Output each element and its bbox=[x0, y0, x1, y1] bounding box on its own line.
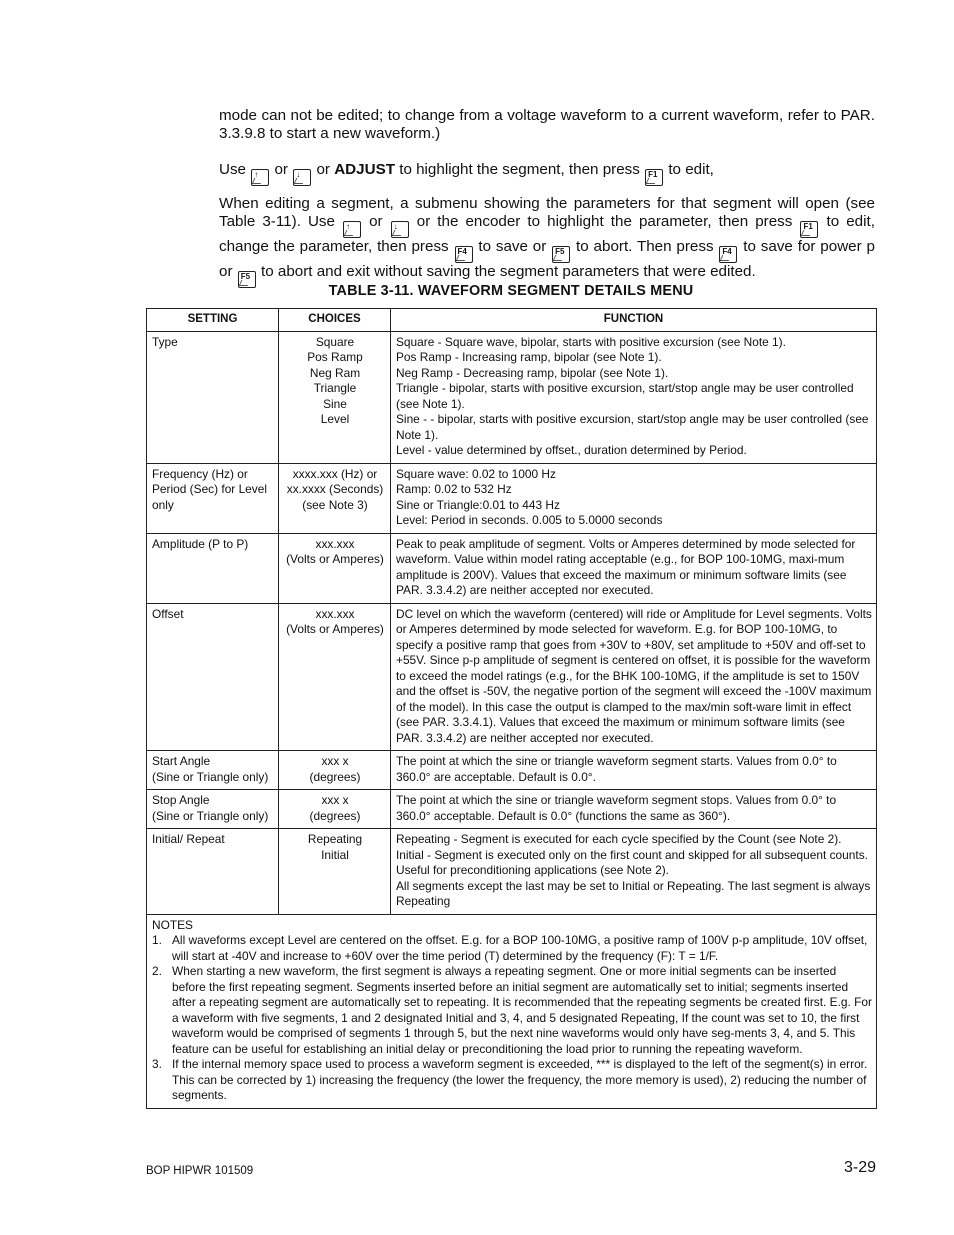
setting-line: Frequency (Hz) or Period (Sec) for Level only bbox=[152, 466, 267, 512]
notes-row bbox=[147, 914, 877, 1108]
text-or: or bbox=[316, 161, 330, 178]
table-row bbox=[147, 751, 877, 790]
p3-text-3: or the encoder to highlight the parameter, then press bbox=[416, 213, 793, 231]
table-row bbox=[147, 603, 877, 751]
text-highlight: to highlight the segment, then press bbox=[399, 161, 640, 178]
setting-line: Initial/ Repeat bbox=[152, 832, 225, 846]
p3-text-4: to edit, change the parameter, then press bbox=[219, 213, 875, 256]
table-row bbox=[147, 331, 877, 463]
f4-key-icon: F4 bbox=[455, 246, 473, 263]
table-row bbox=[147, 463, 877, 533]
table-caption: TABLE 3-11. WAVEFORM SEGMENT DETAILS MENU bbox=[328, 283, 694, 299]
setting-cell bbox=[147, 790, 279, 829]
up-arrow-key-icon: ↑ bbox=[251, 169, 269, 186]
p3-text-1: When editing a segment, a submenu showing the parameters for that segment will open (see Table 3-11). Use bbox=[219, 195, 875, 231]
note-text: If the internal memory space used to process a waveform segment is exceeded, *** is displayed to the left of the segment(s) in error. This can be corrected by 1) increasing the frequency (the lower the frequency, the more memory is used), 2) reducing the number of segments. bbox=[172, 1057, 868, 1102]
choices-cell bbox=[279, 829, 391, 915]
setting-line: (Sine or Triangle only) bbox=[152, 769, 269, 784]
f5-key-icon: F5 bbox=[238, 271, 256, 288]
choices-line: Level bbox=[320, 412, 350, 426]
choices-line: (Volts or Amperes) bbox=[286, 622, 384, 636]
f1-key-icon: F1 bbox=[800, 221, 818, 238]
note-number: 1. bbox=[152, 933, 162, 947]
down-arrow-key-icon: ↓ bbox=[293, 169, 311, 186]
setting-line: Offset bbox=[152, 606, 184, 621]
function-cell bbox=[391, 463, 877, 533]
setting-line: Stop Angle bbox=[152, 793, 210, 807]
function-line: Neg Ramp - Decreasing ramp, bipolar (see Note 1). bbox=[396, 365, 669, 380]
setting-cell bbox=[147, 463, 279, 533]
function-cell bbox=[391, 829, 877, 915]
note-text: All waveforms except Level are centered on the offset. E.g. for a BOP 100-10MG, a positive ramp of 100V p-p amplitude, 10V offset, will start at -40V and increase to +60V over the time period (T) determined by the frequency (F): T = 1/F. bbox=[172, 933, 868, 963]
text-use: Use bbox=[219, 161, 247, 178]
function-line: Level: Period in seconds. 0.005 to 5.0000 seconds bbox=[396, 513, 663, 527]
table-body bbox=[147, 331, 877, 914]
function-line: Initial - Segment is executed only on the first count and skipped for all subsequent counts. Useful for preconditioning applications (see Note 2). bbox=[396, 847, 868, 877]
choices-line: xxxx.xxx (Hz) or bbox=[292, 466, 378, 481]
choices-line: xx.xxxx (Seconds) bbox=[286, 482, 384, 496]
choices-line: xxx x bbox=[321, 754, 349, 768]
intro-paragraph-2 bbox=[219, 161, 875, 186]
p3-text-7: to save for power p or bbox=[219, 238, 875, 281]
function-line: Peak to peak amplitude of segment. Volts or Amperes determined by mode selected for waveform. Value within model rating acceptable (e.g., for BOP 100-10MG, maxi-mum amplitude is 200V). Values that exceed the maximum or minimum software limits (see PAR. 3.3.4.2) are neither accepted nor executed. bbox=[396, 536, 856, 597]
choices-cell bbox=[279, 463, 391, 533]
notes-list bbox=[152, 933, 872, 1104]
setting-line: Type bbox=[152, 334, 178, 349]
setting-cell bbox=[147, 331, 279, 463]
p3-text-2: or bbox=[369, 213, 383, 231]
choices-line: Repeating bbox=[307, 832, 363, 846]
choices-line: (see Note 3) bbox=[302, 497, 368, 512]
note-item bbox=[152, 933, 872, 964]
choices-line: Triangle bbox=[313, 381, 357, 395]
waveform-segment-table bbox=[146, 308, 877, 1109]
table-row bbox=[147, 533, 877, 603]
p3-text-5: to save or bbox=[478, 238, 547, 256]
choices-cell bbox=[279, 533, 391, 603]
function-line: DC level on which the waveform (centered) will ride or Amplitude for Level segments. Volts or Amperes determined by mode selected for waveform. E.g. for BOP 100-10MG, to specify a positive ramp that goes from +30V to +80V, set amplitude to +50V and off-set to +55V. Since p-p amplitude of segment is centered on offset, it is possible for the waveform to exceed the model ratings (e.g., for the BHK 100-10MG, if the amplitude is set to 150V and the offset is -50V, the negative portion of the segment will exceed the -100V maximum of the model). In this case the output is clamped to the max/min soft-ware limit in effect (see PAR. 3.3.4.1). Values that exceed the maximum or minimum software limits (see PAR. 3.3.4.2) are neither accepted nor executed. bbox=[396, 606, 872, 745]
setting-cell bbox=[147, 603, 279, 751]
note-item bbox=[152, 1057, 872, 1104]
choices-line: xxx x bbox=[321, 793, 349, 807]
table-row bbox=[147, 829, 877, 915]
setting-line: (Sine or Triangle only) bbox=[152, 808, 269, 823]
choices-line: xxx.xxx bbox=[315, 536, 355, 551]
function-cell bbox=[391, 751, 877, 790]
footer-doc-id: BOP HIPWR 101509 bbox=[146, 1165, 254, 1177]
header-setting: SETTING bbox=[147, 309, 279, 332]
function-line: Square wave: 0.02 to 1000 Hz bbox=[396, 466, 556, 481]
p3-text-8: to abort and exit without saving the segment parameters that were edited. bbox=[260, 263, 756, 281]
f5-key-icon: F5 bbox=[552, 246, 570, 263]
function-line: The point at which the sine or triangle waveform segment starts. Values from 0.0° to 360.0° are acceptable. Default is 0.0°. bbox=[396, 754, 837, 784]
notes-title: NOTES bbox=[152, 917, 193, 932]
function-line: Level - value determined by offset., duration determined by Period. bbox=[396, 443, 747, 457]
function-line: Ramp: 0.02 to 532 Hz bbox=[396, 482, 512, 496]
choices-line: Pos Ramp bbox=[307, 350, 363, 364]
function-line: Repeating - Segment is executed for each cycle specified by the Count (see Note 2). bbox=[396, 832, 842, 846]
choices-line: (Volts or Amperes) bbox=[286, 552, 384, 566]
setting-cell bbox=[147, 533, 279, 603]
note-number: 3. bbox=[152, 1057, 162, 1071]
intro-paragraph-3 bbox=[219, 195, 875, 288]
choices-line: Neg Ram bbox=[309, 365, 361, 380]
header-function: FUNCTION bbox=[391, 309, 877, 332]
setting-cell bbox=[147, 829, 279, 915]
f1-key-icon: F1 bbox=[645, 169, 663, 186]
table-header-row bbox=[147, 309, 877, 332]
text-or: or bbox=[274, 161, 288, 178]
p3-text-6: to abort. Then press bbox=[576, 238, 714, 256]
choices-cell bbox=[279, 603, 391, 751]
footer-page-number: 3-29 bbox=[843, 1159, 876, 1176]
function-line: All segments except the last may be set to Initial or Repeating. The last segment is always Repeating bbox=[396, 878, 871, 908]
function-line: Pos Ramp - Increasing ramp, bipolar (see Note 1). bbox=[396, 350, 662, 364]
setting-line: Amplitude (P to P) bbox=[152, 536, 249, 551]
choices-line: Square bbox=[315, 334, 355, 349]
choices-line: xxx.xxx bbox=[315, 606, 355, 621]
text-to-edit: to edit, bbox=[668, 161, 714, 178]
function-cell bbox=[391, 603, 877, 751]
function-cell bbox=[391, 331, 877, 463]
f4-key-icon: F4 bbox=[719, 246, 737, 263]
adjust-keyword: ADJUST bbox=[334, 161, 395, 178]
choices-cell bbox=[279, 790, 391, 829]
up-arrow-key-icon: ↑ bbox=[343, 221, 361, 238]
note-text: When starting a new waveform, the first segment is always a repeating segment. One or more initial segments can be inserted before the first repeating segment. Segments inserted before an initial segment are automatically set to initial; segments inserted after a repeating segment are automatically set to repeating. It is recommended that the repeating segments be created first. E.g. For a waveform with five segments, 1 and 2 designated Initial and 3, 4, and 5 designated Repeating, If the count was set to 10, the first waveform would be comprised of segments 1 through 5, but the next nine waveforms would only have seg-ments 3, 4, and 5. This feature can be useful for establishing an initial delay or preconditioning the load prior to running the repeating waveform. bbox=[172, 964, 872, 1056]
note-item bbox=[152, 964, 872, 1057]
choices-line: Sine bbox=[323, 396, 347, 411]
function-line: Sine or Triangle:0.01 to 443 Hz bbox=[396, 497, 560, 512]
notes-cell bbox=[147, 914, 877, 1108]
function-line: Square - Square wave, bipolar, starts with positive excursion (see Note 1). bbox=[396, 334, 786, 349]
choices-line: Initial bbox=[321, 847, 349, 862]
note-number: 2. bbox=[152, 964, 162, 978]
choices-cell bbox=[279, 751, 391, 790]
setting-cell bbox=[147, 751, 279, 790]
function-line: Triangle - bipolar, starts with positive excursion, start/stop angle may be user controlled (see Note 1). bbox=[396, 381, 854, 411]
down-arrow-key-icon: ↓ bbox=[391, 221, 409, 238]
intro-p1-text: mode can not be edited; to change from a voltage waveform to a current waveform, refer to PAR. 3.3.9.8 to start a new waveform.) bbox=[219, 107, 875, 143]
choices-line: (degrees) bbox=[309, 808, 361, 823]
setting-line: Start Angle bbox=[152, 754, 211, 768]
function-cell bbox=[391, 533, 877, 603]
function-line: The point at which the sine or triangle waveform segment stops. Values from 0.0° to 360.0° acceptable. Default is 0.0° (functions the same as 360°). bbox=[396, 793, 837, 823]
function-line: Sine - - bipolar, starts with positive excursion, start/stop angle may be user controlled (see Note 1). bbox=[396, 412, 869, 442]
table-row bbox=[147, 790, 877, 829]
function-cell bbox=[391, 790, 877, 829]
intro-paragraph-1 bbox=[219, 107, 875, 144]
header-choices: CHOICES bbox=[279, 309, 391, 332]
choices-cell bbox=[279, 331, 391, 463]
choices-line: (degrees) bbox=[309, 769, 361, 784]
